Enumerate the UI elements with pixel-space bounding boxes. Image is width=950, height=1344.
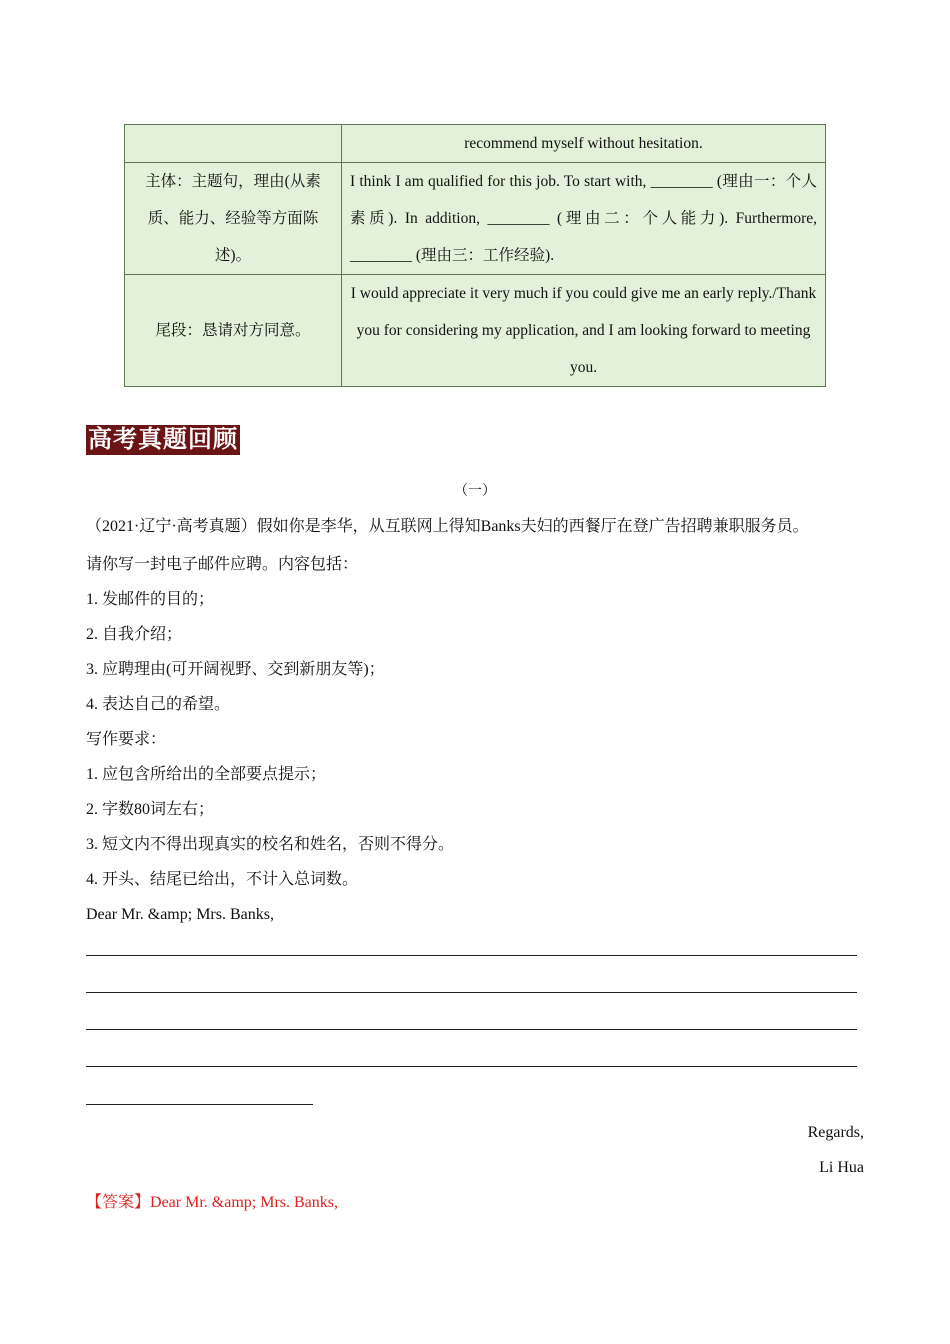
letter-signature: Li Hua [819,1159,864,1176]
requirement-item: 4. 开头、结尾已给出，不计入总词数。 [86,871,359,888]
table-cell-ending-label: 尾段：恳请对方同意。 [125,275,342,387]
answer-greeting: Dear Mr. &amp; Mrs. Banks, [150,1194,338,1211]
content-point: 1. 发邮件的目的； [86,591,215,608]
prompt-line-1: （2021·辽宁·高考真题）假如你是李华，从互联网上得知Banks夫妇的西餐厅在登广告招聘兼职服务员。 [86,518,809,535]
answer-line-text [86,1191,338,1215]
table-cell-body-sentences: I think I am qualified for this job. To start with, ________ (理由一：个人素质). In addition, ________ (理由二：个人能力). Furthermore, ________ (理由三：工作经验). [342,163,826,275]
table-cell-ending-sentences: I would appreciate it very much if you could give me an early reply./Thank you for considering my application, and I am looking forward to meeting you. [342,275,826,387]
requirement-item: 3. 短文内不得出现真实的校名和姓名，否则不得分。 [86,836,455,853]
answer-line [86,955,857,956]
answer-line [86,1066,857,1067]
section-heading: 高考真题回顾 [88,427,238,453]
table-row [125,275,826,387]
answer-line [86,1104,313,1105]
content-point: 4. 表达自己的希望。 [86,696,231,713]
writing-template-table [124,124,826,387]
answer-label: 【答案】 [86,1194,151,1211]
letter-greeting: Dear Mr. &amp; Mrs. Banks, [86,906,274,923]
content-point: 3. 应聘理由(可开阔视野、交到新朋友等)； [86,661,385,678]
exercise-number: （一） [454,484,496,499]
requirement-item: 1. 应包含所给出的全部要点提示； [86,766,327,783]
letter-closing: Regards, [807,1124,864,1141]
prompt-line-2: 请你写一封电子邮件应聘。内容包括： [86,556,359,573]
table-row [125,125,826,163]
table-row [125,163,826,275]
answer-line [86,1029,857,1030]
answer-line [86,992,857,993]
table-cell-empty [125,125,342,163]
content-point: 2. 自我介绍； [86,626,183,643]
requirement-item: 2. 字数80词左右； [86,801,215,818]
table-cell-opening-end: recommend myself without hesitation. [342,125,826,163]
table-cell-body-label: 主体：主题句，理由(从素质、能力、经验等方面陈述)。 [125,163,342,275]
requirements-title: 写作要求： [86,731,167,748]
